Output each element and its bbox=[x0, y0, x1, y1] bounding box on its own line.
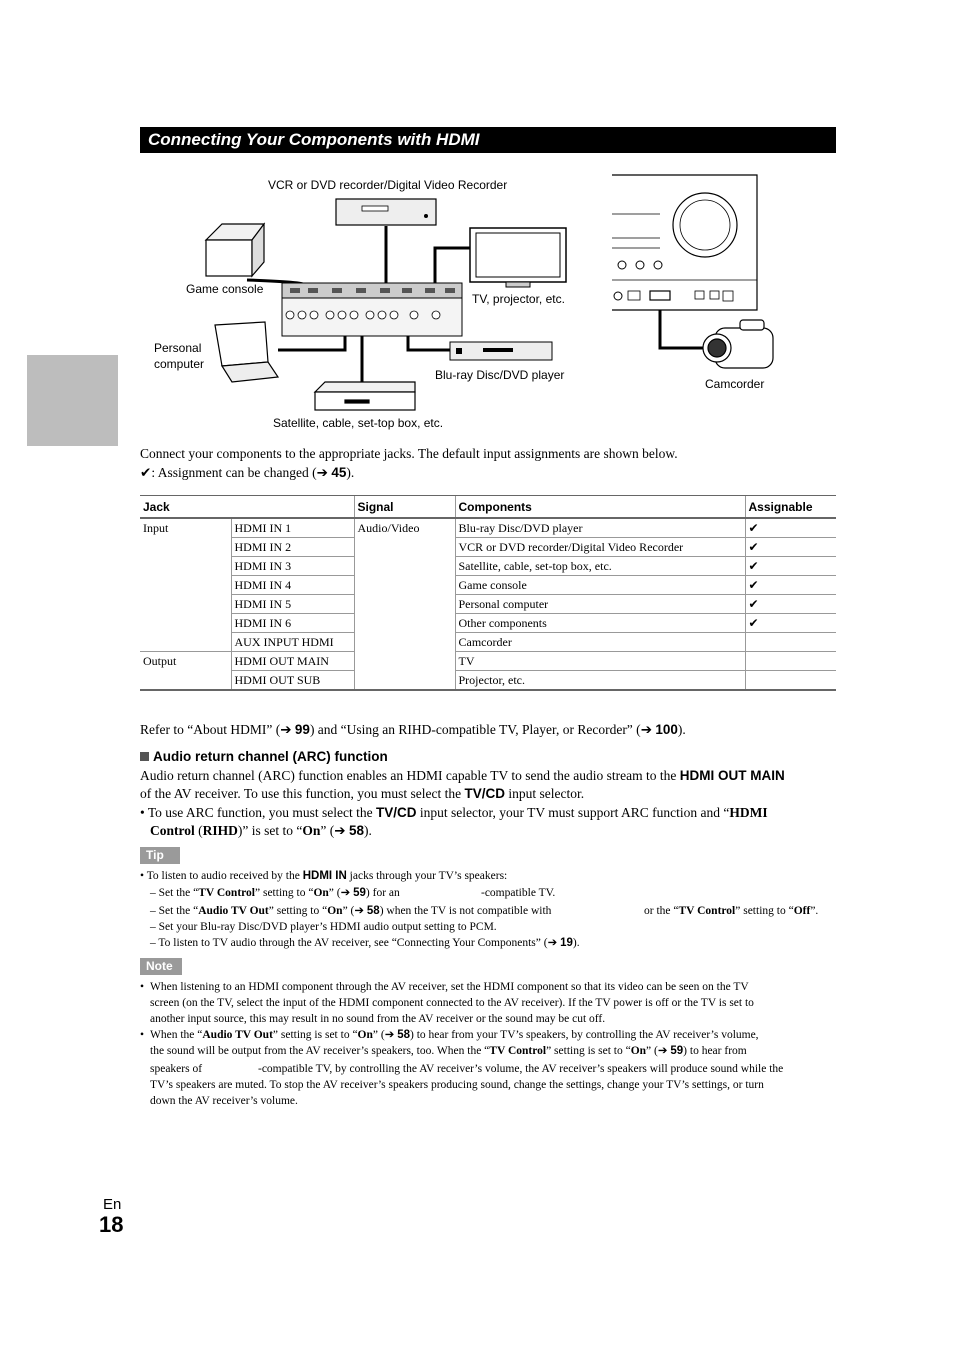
table-row bbox=[140, 614, 836, 633]
jack-cell: HDMI OUT SUB bbox=[231, 671, 354, 691]
jack-cell: HDMI IN 5 bbox=[231, 595, 354, 614]
intro-text: Connect your components to the appropriate jacks. The default input assignments are shown below. bbox=[140, 446, 678, 461]
note-2-line-2: the sound will be output from the AV receiver’s speakers, too. When the “TV Control” setting is set to “On” (➔ 59) to hear from bbox=[150, 1045, 747, 1057]
laptop-device bbox=[215, 322, 278, 382]
arc-bullet-line-1: • To use ARC function, you must select the TV/CD input selector, your TV must support ARC function and “HDMI bbox=[140, 805, 768, 820]
tip-line-5: – To listen to TV audio through the AV receiver, see “Connecting Your Components” (➔ 19). bbox=[150, 937, 580, 949]
vcr-device bbox=[336, 199, 436, 225]
assignable-cell bbox=[745, 671, 836, 691]
jack-cell: AUX INPUT HDMI bbox=[231, 633, 354, 652]
section-title: Connecting Your Components with HDMI bbox=[140, 127, 836, 153]
component-cell: Other components bbox=[455, 614, 745, 633]
assignable-cell: ✔ bbox=[745, 576, 836, 595]
label-game-console: Game console bbox=[186, 282, 264, 296]
tip-line-1: • To listen to audio received by the HDMI IN jacks through your TV’s speakers: bbox=[140, 870, 508, 882]
note-2-line-3a: speakers of bbox=[150, 1063, 203, 1075]
header-assignable: Assignable bbox=[745, 496, 836, 519]
component-cell: Blu-ray Disc/DVD player bbox=[455, 518, 745, 538]
camcorder-cable bbox=[660, 310, 705, 348]
bluray-device bbox=[450, 342, 552, 360]
label-pc-1: Personal bbox=[154, 341, 202, 355]
note-1-line-2: screen (on the TV, select the input of the HDMI component connected to the AV receiver). If the TV power is off or the TV is set to bbox=[150, 997, 754, 1009]
note-2-line-3b: -compatible TV, by controlling the AV receiver’s volume, the AV receiver’s speakers will produce sound while the bbox=[258, 1063, 784, 1075]
tip-line-2: – Set the “TV Control” setting to “On” (➔ 59) for an bbox=[150, 887, 400, 899]
signal-cell: Audio/Video bbox=[354, 518, 455, 690]
arc-heading: Audio return channel (ARC) function bbox=[140, 748, 388, 766]
group-output: Output bbox=[140, 652, 231, 691]
component-cell: Personal computer bbox=[455, 595, 745, 614]
tip-badge: Tip bbox=[140, 847, 180, 864]
arrow-icon: ➔ bbox=[334, 823, 346, 838]
table-row bbox=[140, 576, 836, 595]
label-bluray: Blu-ray Disc/DVD player bbox=[435, 368, 565, 382]
header-jack: Jack bbox=[140, 496, 354, 519]
table-row bbox=[140, 518, 836, 538]
receiver-front-panel bbox=[612, 175, 757, 310]
game-console-device bbox=[206, 224, 264, 276]
note-2-line-5: down the AV receiver’s volume. bbox=[150, 1095, 298, 1107]
note-bullet-2: • bbox=[140, 1029, 145, 1041]
table-row bbox=[140, 671, 836, 691]
tip-line-3: – Set the “Audio TV Out” setting to “On” (➔ 58) when the TV is not compatible with bbox=[150, 905, 552, 917]
refer-line: Refer to “About HDMI” (➔ 99) and “Using an RIHD-compatible TV, Player, or Recorder” (➔ 100). bbox=[140, 722, 686, 737]
component-cell: VCR or DVD recorder/Digital Video Recorder bbox=[455, 538, 745, 557]
arrow-icon: ➔ bbox=[340, 887, 351, 899]
jack-cell: HDMI IN 6 bbox=[231, 614, 354, 633]
table-row bbox=[140, 652, 836, 671]
language-label: En bbox=[103, 1196, 122, 1213]
component-cell: Projector, etc. bbox=[455, 671, 745, 691]
label-vcr: VCR or DVD recorder/Digital Video Recorder bbox=[268, 178, 508, 192]
component-cell: Game console bbox=[455, 576, 745, 595]
table-header-row bbox=[140, 496, 836, 519]
assignment-note: ✔: Assignment can be changed (➔ 45). bbox=[140, 465, 355, 480]
note-bullet-1: • bbox=[140, 981, 145, 993]
table-row bbox=[140, 595, 836, 614]
header-signal: Signal bbox=[354, 496, 455, 519]
tip-line-4: – Set your Blu-ray Disc/DVD player’s HDMI audio output setting to PCM. bbox=[150, 921, 497, 933]
note-2-line-1: When the “Audio TV Out” setting is set to “On” (➔ 58) to hear from your TV’s speakers, by controlling the AV receiver’s volume, bbox=[150, 1029, 759, 1041]
arrow-icon: ➔ bbox=[316, 465, 328, 480]
tv-device bbox=[470, 228, 566, 287]
table-row bbox=[140, 557, 836, 576]
camcorder-device bbox=[703, 320, 773, 368]
assignable-cell: ✔ bbox=[745, 538, 836, 557]
arrow-icon: ➔ bbox=[384, 1029, 395, 1041]
arc-line-1: Audio return channel (ARC) function enables an HDMI capable TV to send the audio stream to the HDMI OUT MAIN bbox=[140, 768, 785, 783]
tv-cable bbox=[435, 248, 470, 285]
note-badge: Note bbox=[140, 958, 182, 975]
table-row bbox=[140, 633, 836, 652]
arc-line-2: of the AV receiver. To use this function, you must select the TV/CD input selector. bbox=[140, 786, 585, 801]
arrow-icon: ➔ bbox=[640, 722, 652, 737]
tip-line-3-tail: or the “TV Control” setting to “Off”. bbox=[644, 905, 819, 917]
assignable-cell: ✔ bbox=[745, 557, 836, 576]
arrow-icon: ➔ bbox=[657, 1045, 668, 1057]
jack-cell: HDMI IN 1 bbox=[231, 518, 354, 538]
assignable-cell bbox=[745, 652, 836, 671]
tip-line-2-tail: -compatible TV. bbox=[481, 887, 556, 899]
component-cell: Camcorder bbox=[455, 633, 745, 652]
component-cell: TV bbox=[455, 652, 745, 671]
arrow-icon: ➔ bbox=[547, 937, 558, 949]
jack-cell: HDMI OUT MAIN bbox=[231, 652, 354, 671]
check-mark: ✔ bbox=[140, 465, 152, 480]
note-2-line-4: TV’s speakers are muted. To stop the AV receiver’s speakers producing sound, change the settings, change your TV’s settings, or turn bbox=[150, 1079, 764, 1091]
square-bullet-icon bbox=[140, 752, 149, 761]
assignable-cell: ✔ bbox=[745, 614, 836, 633]
arrow-icon: ➔ bbox=[354, 905, 365, 917]
page-ref: 45 bbox=[331, 465, 347, 480]
jack-cell: HDMI IN 3 bbox=[231, 557, 354, 576]
table-row bbox=[140, 538, 836, 557]
jack-cell: HDMI IN 4 bbox=[231, 576, 354, 595]
side-tab-marker bbox=[27, 355, 118, 446]
label-camcorder: Camcorder bbox=[705, 377, 765, 391]
label-satellite: Satellite, cable, set-top box, etc. bbox=[273, 416, 444, 430]
component-cell: Satellite, cable, set-top box, etc. bbox=[455, 557, 745, 576]
arc-bullet-line-2: Control (RIHD)” is set to “On” (➔ 58). bbox=[150, 823, 372, 838]
label-tv: TV, projector, etc. bbox=[472, 292, 565, 306]
assignable-cell bbox=[745, 633, 836, 652]
jack-cell: HDMI IN 2 bbox=[231, 538, 354, 557]
hdmi-jack-table bbox=[140, 495, 836, 691]
label-pc-2: computer bbox=[154, 357, 205, 371]
arrow-icon: ➔ bbox=[280, 722, 292, 737]
assignable-cell: ✔ bbox=[745, 518, 836, 538]
note-1-line-1: When listening to an HDMI component through the AV receiver, set the HDMI component so that its video can be seen on the TV bbox=[150, 981, 749, 993]
settop-box-device bbox=[315, 382, 415, 410]
group-input: Input bbox=[140, 518, 231, 652]
header-components: Components bbox=[455, 496, 745, 519]
page-number: 18 bbox=[99, 1212, 124, 1237]
note-1-line-3: another input source, this may result in no sound from the AV receiver or the sound may be cut off. bbox=[150, 1013, 606, 1025]
receiver-rear-panel bbox=[282, 283, 462, 336]
assignable-cell: ✔ bbox=[745, 595, 836, 614]
